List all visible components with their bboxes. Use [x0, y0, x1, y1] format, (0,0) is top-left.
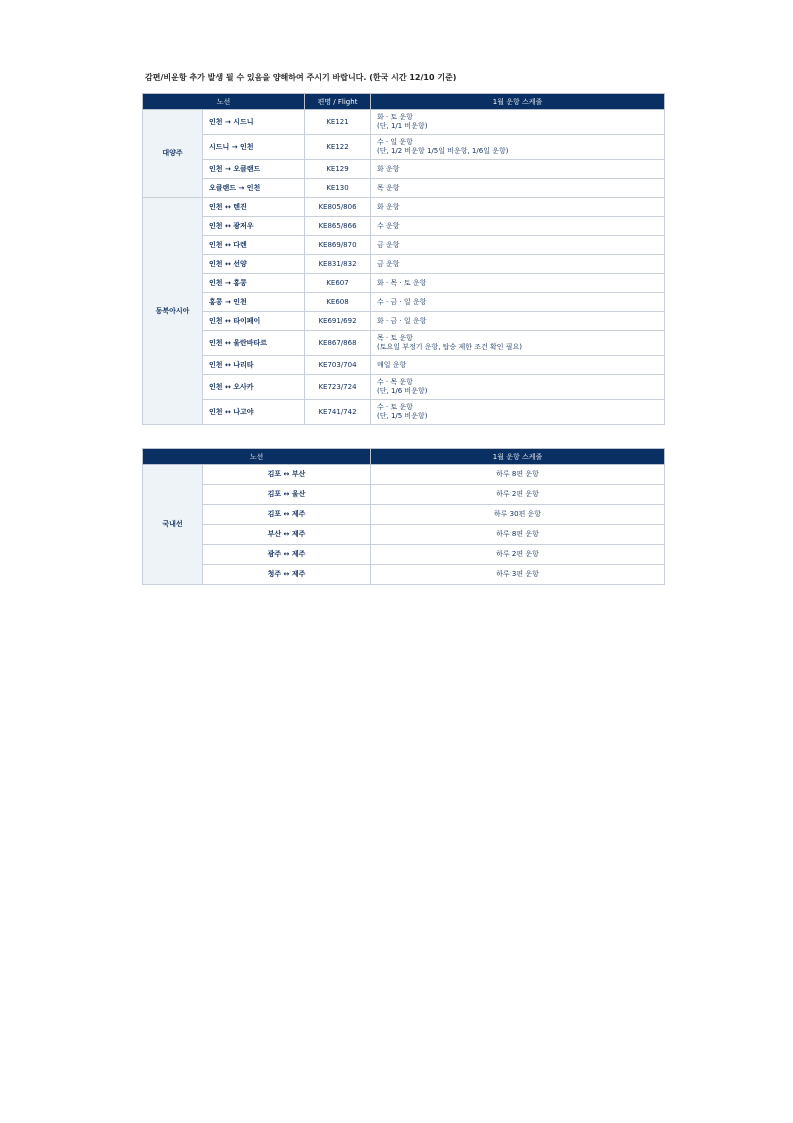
- route-cell: 인천 ↔ 다렌: [203, 236, 305, 255]
- flight-cell: KE129: [305, 160, 371, 179]
- table-row: [143, 160, 665, 179]
- flight-cell: KE703/704: [305, 356, 371, 375]
- table-row: [143, 217, 665, 236]
- notice-text: 감편/비운항 추가 발생 될 수 있음을 양해하여 주시기 바랍니다. (한국 시간 12/10 기준): [145, 73, 457, 82]
- header-schedule: 1월 운항 스케줄: [371, 94, 665, 110]
- flight-cell: KE741/742: [305, 400, 371, 425]
- table-row: [143, 400, 665, 425]
- region-cell: 국내선: [143, 465, 203, 585]
- schedule-cell: 금 운항: [371, 255, 665, 274]
- route-cell: 인천 ↔ 나고야: [203, 400, 305, 425]
- route-cell: 인천 ↔ 선양: [203, 255, 305, 274]
- table-row: [143, 356, 665, 375]
- table-row: [143, 293, 665, 312]
- table-row: [143, 198, 665, 217]
- table-row: [143, 110, 665, 135]
- schedule-cell: 수 · 일 운항 (단, 1/2 비운항 1/5일 비운항, 1/6일 운항): [371, 135, 665, 160]
- region-cell: 동북아시아: [143, 198, 203, 425]
- flight-cell: KE122: [305, 135, 371, 160]
- route-cell: 인천 → 시드니: [203, 110, 305, 135]
- schedule-cell: 화 운항: [371, 160, 665, 179]
- table-header-row: [143, 94, 665, 110]
- table-row: [143, 375, 665, 400]
- schedule-cell: 목 · 토 운항 (토요일 부정기 운항, 탑승 제한 조건 확인 필요): [371, 331, 665, 356]
- domestic-schedule-table: [142, 448, 665, 585]
- flight-cell: KE805/806: [305, 198, 371, 217]
- schedule-cell: 수 운항: [371, 217, 665, 236]
- table-row: [143, 236, 665, 255]
- table-header-row: [143, 449, 665, 465]
- region-cell: 대양주: [143, 110, 203, 198]
- flight-cell: KE865/866: [305, 217, 371, 236]
- schedule-cell: 하루 8편 운항: [371, 525, 665, 545]
- route-cell: 청주 ↔ 제주: [203, 565, 371, 585]
- route-cell: 광주 ↔ 제주: [203, 545, 371, 565]
- route-cell: 김포 ↔ 제주: [203, 505, 371, 525]
- international-schedule-table: [142, 93, 665, 425]
- route-cell: 인천 → 오클랜드: [203, 160, 305, 179]
- table-row: [143, 485, 665, 505]
- schedule-cell: 하루 8편 운항: [371, 465, 665, 485]
- table-row: [143, 545, 665, 565]
- route-cell: 오클랜드 → 인천: [203, 179, 305, 198]
- schedule-cell: 화 운항: [371, 198, 665, 217]
- schedule-cell: 화 · 목 · 토 운항: [371, 274, 665, 293]
- route-cell: 인천 ↔ 광저우: [203, 217, 305, 236]
- schedule-cell: 수 · 목 운항 (단, 1/6 비운항): [371, 375, 665, 400]
- route-cell: 시드니 → 인천: [203, 135, 305, 160]
- schedule-cell: 하루 3편 운항: [371, 565, 665, 585]
- table-row: [143, 135, 665, 160]
- table-row: [143, 331, 665, 356]
- flight-cell: KE869/870: [305, 236, 371, 255]
- flight-cell: KE691/692: [305, 312, 371, 331]
- header-schedule: 1월 운항 스케줄: [371, 449, 665, 465]
- route-cell: 인천 ↔ 나리타: [203, 356, 305, 375]
- route-cell: 인천 ↔ 오사카: [203, 375, 305, 400]
- table-row: [143, 312, 665, 331]
- table-row: [143, 565, 665, 585]
- schedule-cell: 매일 운항: [371, 356, 665, 375]
- route-cell: 부산 ↔ 제주: [203, 525, 371, 545]
- schedule-cell: 수 · 토 운항 (단, 1/5 비운항): [371, 400, 665, 425]
- schedule-cell: 수 · 금 · 일 운항: [371, 293, 665, 312]
- header-flight: 편명 / Flight: [305, 94, 371, 110]
- schedule-cell: 목 운항: [371, 179, 665, 198]
- header-route: 노선: [143, 449, 371, 465]
- flight-cell: KE831/832: [305, 255, 371, 274]
- route-cell: 인천 ↔ 타이페이: [203, 312, 305, 331]
- flight-cell: KE608: [305, 293, 371, 312]
- flight-cell: KE723/724: [305, 375, 371, 400]
- header-route: 노선: [143, 94, 305, 110]
- route-cell: 인천 → 홍콩: [203, 274, 305, 293]
- schedule-cell: 화 · 금 · 일 운항: [371, 312, 665, 331]
- flight-cell: KE130: [305, 179, 371, 198]
- table-row: [143, 505, 665, 525]
- schedule-cell: 하루 2편 운항: [371, 545, 665, 565]
- table-row: [143, 465, 665, 485]
- table-row: [143, 525, 665, 545]
- flight-cell: KE607: [305, 274, 371, 293]
- schedule-cell: 화 · 토 운항 (단, 1/1 비운항): [371, 110, 665, 135]
- schedule-cell: 하루 2편 운항: [371, 485, 665, 505]
- route-cell: 홍콩 → 인천: [203, 293, 305, 312]
- flight-cell: KE121: [305, 110, 371, 135]
- route-cell: 인천 ↔ 울란바타르: [203, 331, 305, 356]
- schedule-cell: 하루 30편 운항: [371, 505, 665, 525]
- schedule-cell: 금 운항: [371, 236, 665, 255]
- flight-cell: KE867/868: [305, 331, 371, 356]
- route-cell: 김포 ↔ 울산: [203, 485, 371, 505]
- route-cell: 인천 ↔ 텐진: [203, 198, 305, 217]
- route-cell: 김포 ↔ 부산: [203, 465, 371, 485]
- table-row: [143, 179, 665, 198]
- table-row: [143, 274, 665, 293]
- table-row: [143, 255, 665, 274]
